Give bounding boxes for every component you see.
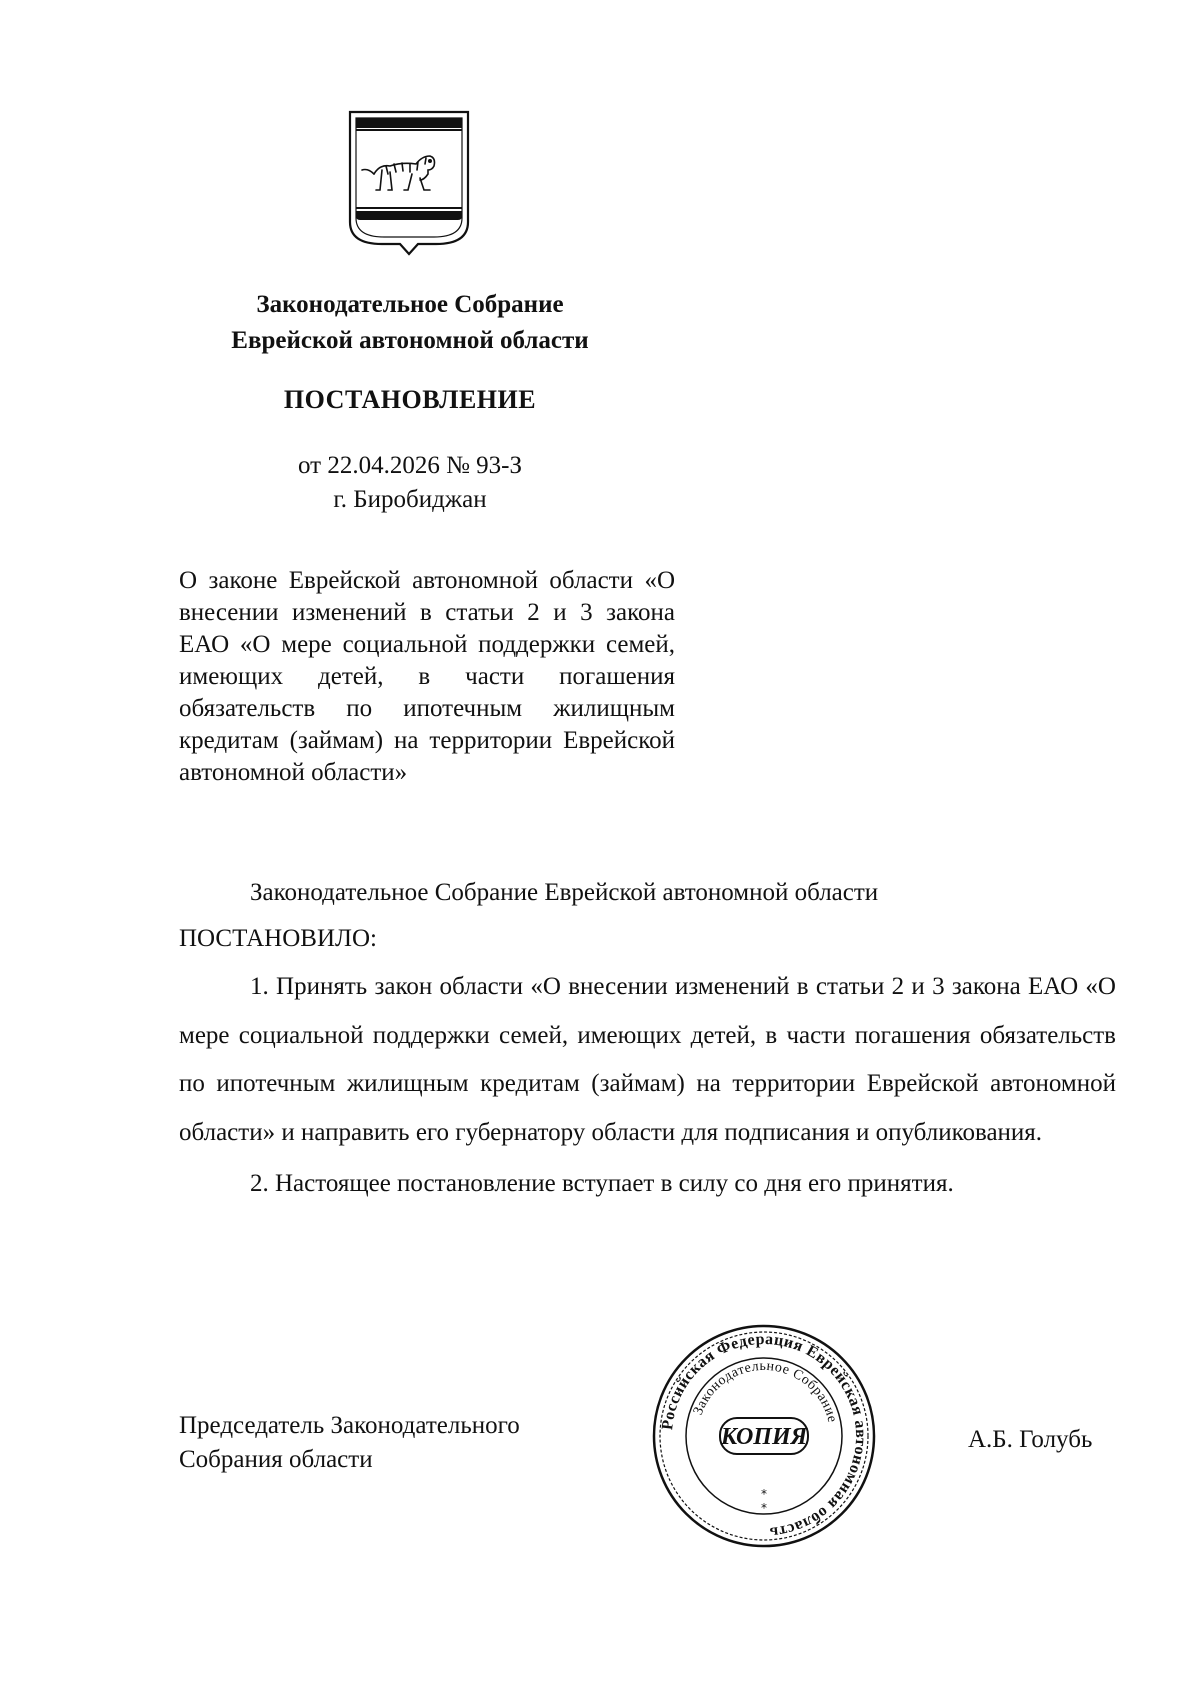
tiger-icon [362,156,435,190]
svg-text:Законодательное Собрание [691,1359,840,1424]
intro-line-1: Законодательное Собрание Еврейской автономной области [250,879,879,906]
organization-name [180,287,640,359]
stamp-outer-text: Российская Федерация Еврейская автономная область [659,1330,870,1541]
stamp-star-icon: * [761,1501,767,1515]
resolution-item-2: 2. Настоящее постановление вступает в силу со дня его принятия. [250,1170,954,1197]
organization-line-2: Еврейской автономной области [231,327,589,354]
document-subject: О законе Еврейской автономной области «О внесении изменений в статьи 2 и 3 закона ЕАО «О мере социальной поддержки семей, имеющих детей, в части погашения обязательств по ипотечным жилищным кредитам (займам) на территории Еврейской автономной области» [179,567,675,786]
signatory-title-line-1: Председатель Законодательного [179,1412,520,1439]
date-number: от 22.04.2026 № 93-З [297,452,523,479]
stamp-star-icon: * [761,1487,767,1501]
organization-line-1: Законодательное Собрание [256,291,564,318]
signatory-title-line-2: Собрания области [179,1446,373,1473]
resolution-items [179,963,1116,1209]
stamp-center-text: КОПИЯ [720,1424,808,1450]
city: г. Биробиджан [333,486,487,513]
intro-line-2: ПОСТАНОВИЛО: [179,925,377,952]
document-type: ПОСТАНОВЛЕНИЕ [283,385,537,414]
official-stamp [650,1322,878,1550]
resolution-item-1: 1. Принять закон области «О внесении изменений в статьи 2 и 3 закона ЕАО «О мере социальной поддержки семей, имеющих детей, в части погашения обязательств по ипотечным жилищным кредитам (займам) на территории Еврейской автономной области» и направить его губернатору области для подписания и опубликования. [179,973,1116,1146]
signatory-name: А.Б. Голубь [968,1426,1093,1453]
document-date-number [200,449,620,517]
signatory-title [179,1409,599,1477]
resolution-intro [179,870,1116,962]
stamp-inner-text: Законодательное Собрание [690,1358,840,1425]
coat-of-arms-emblem [346,108,472,260]
